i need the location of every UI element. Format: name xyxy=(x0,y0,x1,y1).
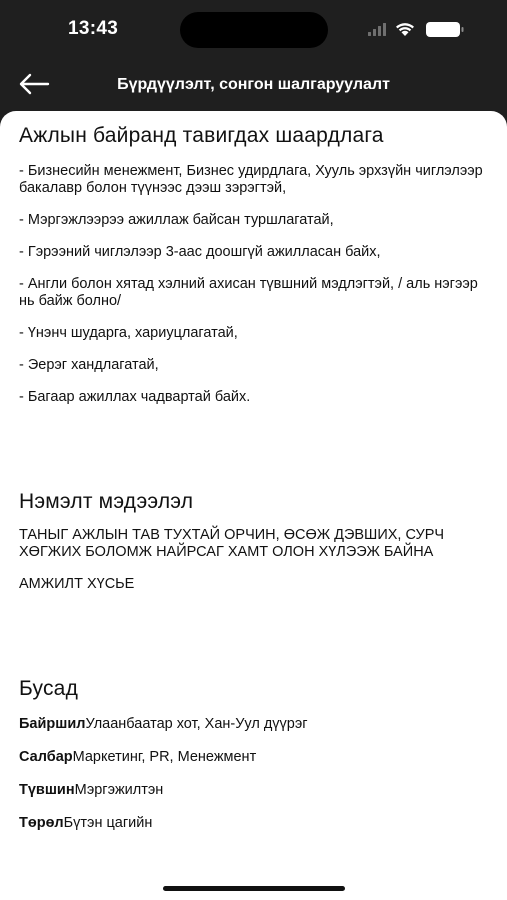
requirement-item: - Мэргэжлээрээ ажиллаж байсан туршлагатай, xyxy=(19,212,334,228)
requirements-list xyxy=(19,163,487,406)
additional-info-paragraph: ТАНЫГ АЖЛЫН ТАВ ТУХТАЙ ОРЧИН, ӨСӨЖ ДЭВШИХ, СУРЧ ХӨГЖИХ БОЛОМЖ НАЙРСАГ ХАМТ ОЛОН ХҮЛЭЭЖ БАЙНА xyxy=(19,527,445,560)
home-indicator[interactable] xyxy=(163,886,345,891)
wifi-icon xyxy=(396,23,414,36)
requirement-item: - Англи болон хятад хэлний ахисан түвшний мэдлэгтэй, / аль нэгээр нь байж болно/ xyxy=(19,276,478,309)
property-type xyxy=(19,815,487,832)
property-value: Бүтэн цагийн xyxy=(63,815,153,831)
requirement-item: - Бизнесийн менежмент, Бизнес удирдлага, Хууль эрхзүйн чиглэлээр бакалавр болон түүнээс дээш зэрэгтэй, xyxy=(19,163,483,196)
status-icons xyxy=(368,19,468,39)
property-level xyxy=(19,782,487,799)
job-details-panel[interactable] xyxy=(0,111,507,900)
requirements-title: Ажлын байранд тавигдах шаардлага xyxy=(19,124,384,147)
property-value: Мэргэжилтэн xyxy=(74,782,164,798)
requirement-item: - Багаар ажиллах чадвартай байх. xyxy=(19,389,251,405)
additional-info-title: Нэмэлт мэдээлэл xyxy=(19,490,194,513)
requirement-item: - Гэрээний чиглэлээр 3-аас доошгүй ажилласан байх, xyxy=(19,244,381,260)
top-navigation-bar xyxy=(0,58,507,114)
property-label: Салбар xyxy=(19,749,73,765)
property-value: Маркетинг, PR, Менежмент xyxy=(72,749,257,765)
requirement-item: - Үнэнч шударга, хариуцлагатай, xyxy=(19,325,238,341)
property-label: Түвшин xyxy=(19,782,75,798)
status-time: 13:43 xyxy=(68,18,119,39)
status-bar xyxy=(0,0,507,58)
job-properties xyxy=(19,716,487,832)
property-label: Төрөл xyxy=(19,815,64,831)
additional-info-closing: АМЖИЛТ ХҮСЬЕ xyxy=(19,576,135,592)
page-title: Бүрдүүлэлт, сонгон шалгаруулалт xyxy=(117,76,390,93)
property-value: Улаанбаатар хот, Хан-Уул дүүрэг xyxy=(85,716,308,732)
other-title: Бусад xyxy=(19,677,79,700)
requirement-item: - Эерэг хандлагатай, xyxy=(19,357,159,373)
property-sector xyxy=(19,749,487,766)
signal-icon xyxy=(368,23,386,36)
battery-icon xyxy=(426,22,464,37)
property-label: Байршил xyxy=(19,716,86,732)
property-location xyxy=(19,716,487,733)
dynamic-island xyxy=(180,12,328,48)
